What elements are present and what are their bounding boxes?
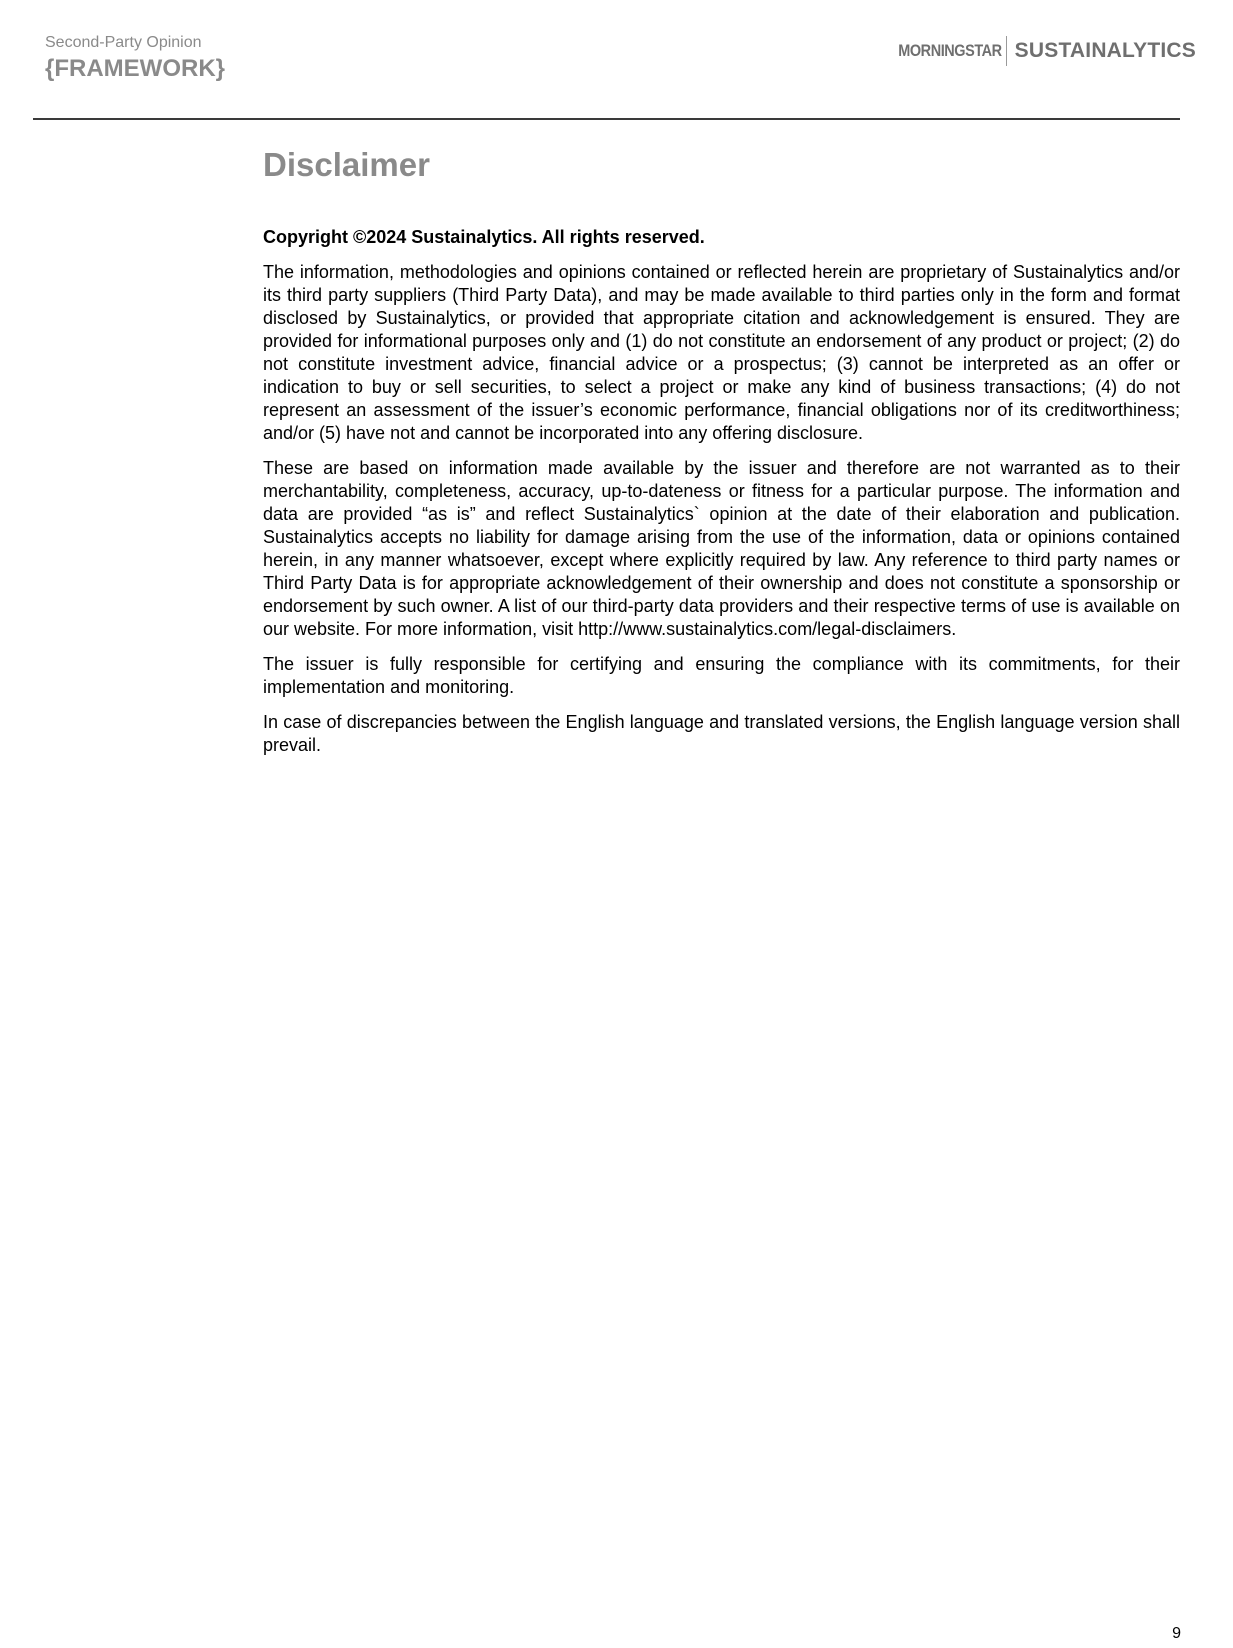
document-type-label: Second-Party Opinion bbox=[45, 34, 202, 51]
morningstar-logo-text: MORNINGSTAR bbox=[898, 41, 1002, 60]
disclaimer-paragraph-4: In case of discrepancies between the English language and translated versions, the English language version shall prevail. bbox=[263, 712, 1180, 755]
page-title: Disclaimer bbox=[263, 146, 430, 183]
disclaimer-paragraph-3: The issuer is fully responsible for certifying and ensuring the compliance with its commitments, for their implementation and monitoring. bbox=[263, 654, 1180, 697]
copyright-notice: Copyright ©2024 Sustainalytics. All rights reserved. bbox=[263, 227, 705, 247]
logo-divider bbox=[1006, 36, 1007, 66]
disclaimer-paragraph-1: The information, methodologies and opinions contained or reflected herein are proprietary of Sustainalytics and/or its third party suppliers (Third Party Data), and may be made available to third parties only in the form and format disclosed by Sustainalytics, or provided that appropriate citation and acknowledgement is ensured. They are provided for informational purposes only and (1) do not constitute an endorsement of any product or project; (2) do not constitute investment advice, financial advice or a prospectus; (3) cannot be interpreted as an offer or indication to buy or sell securities, to select a project or make any kind of business transactions; (4) do not represent an assessment of the issuer’s economic performance, financial obligations nor of its creditworthiness; and/or (5) have not and cannot be incorporated into any offering disclosure. bbox=[263, 262, 1180, 443]
document-header bbox=[45, 33, 225, 84]
header-divider bbox=[33, 118, 1180, 120]
page-number: 9 bbox=[1172, 1625, 1181, 1642]
document-name-label: {FRAMEWORK} bbox=[45, 55, 225, 82]
disclaimer-paragraph-2: These are based on information made available by the issuer and therefore are not warranted as to their merchantability, completeness, accuracy, up-to-dateness or fitness for a particular purpose. The information and data are provided “as is” and reflect Sustainalytics` opinion at the date of their elaboration and publication. Sustainalytics accepts no liability for damage arising from the use of the information, data or opinions contained herein, in any manner whatsoever, except where explicitly required by law. Any reference to third party names or Third Party Data is for appropriate acknowledgement of their ownership and does not constitute a sponsorship or endorsement by such owner. A list of our third-party data providers and their respective terms of use is available on our website. For more information, visit http://www.sustainalytics.com/legal-disclaimers. bbox=[263, 458, 1180, 639]
disclaimer-section bbox=[263, 140, 1180, 769]
sustainalytics-logo-text: SUSTAINALYTICS bbox=[1014, 39, 1196, 62]
brand-logo bbox=[880, 36, 1196, 66]
